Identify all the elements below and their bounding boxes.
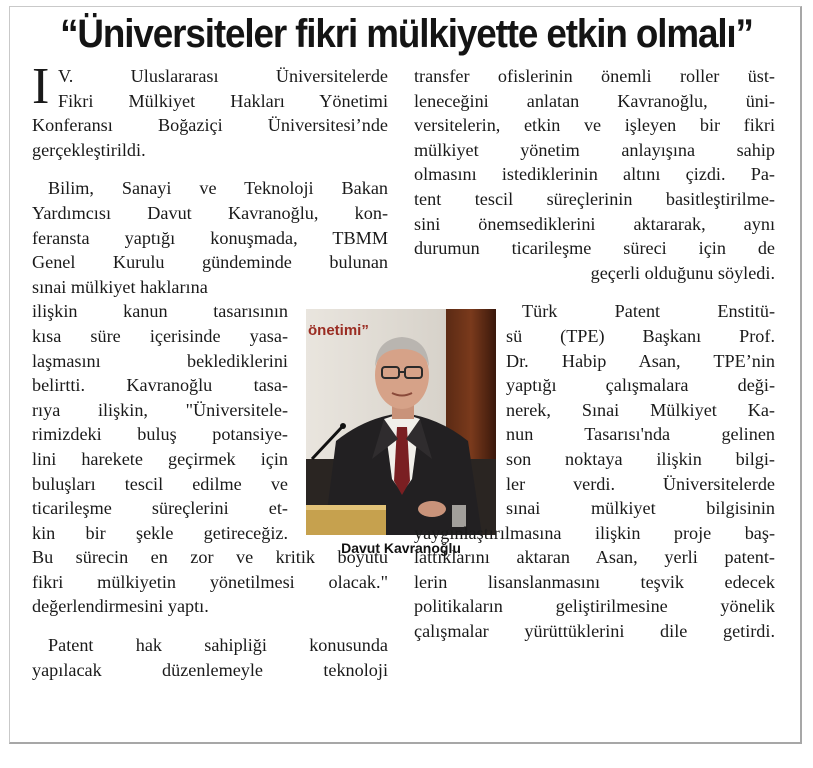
right-line: transfer ofislerinin önemli roller üst- bbox=[414, 66, 775, 86]
right-line: sü (TPE) Başkanı Prof. bbox=[506, 325, 775, 346]
left-line: yapılacak düzenlemeyle teknoloji bbox=[32, 659, 388, 680]
left-line: fikri mülkiyetin yönetilmesi olacak." bbox=[32, 571, 388, 592]
left-line: sınai mülkiyet haklarına bbox=[32, 276, 208, 297]
right-line: lerin lisanslanmasını teşvik edecek bbox=[414, 571, 775, 592]
left-line: gerçekleştirildi. bbox=[32, 139, 146, 160]
right-line: geçerli olduğunu söyledi. bbox=[590, 262, 775, 283]
right-spacer bbox=[414, 285, 775, 299]
right-line: sini önemsediklerini aktararak, aynı bbox=[414, 213, 775, 234]
right-line: ler verdi. Üniversitelerde bbox=[506, 473, 775, 494]
left-line: kısa süre içerisinde yasa- bbox=[32, 325, 288, 346]
right-line: olmasını istediklerinin altını çizdi. Pa- bbox=[414, 164, 775, 185]
left-line: Konferansı Boğaziçi Üniversitesi’nde bbox=[32, 115, 388, 136]
left-line: ilişkin kanun tasarısının bbox=[32, 301, 288, 322]
left-line: buluşları tescil edilme ve bbox=[32, 473, 288, 494]
backdrop-text: önetimi” bbox=[308, 322, 369, 339]
left-line: belirtti. Kavranoğlu tasa- bbox=[32, 375, 288, 396]
right-line: mülkiyet yönetim anlayışına sahip bbox=[414, 139, 775, 160]
left-line: Yardımcısı Davut Kavranoğlu, kon- bbox=[32, 202, 388, 223]
left-line: Fikri Mülkiyet Hakları Yönetimi bbox=[58, 90, 388, 111]
right-line: nun Tasarısı'nda gelinen bbox=[506, 424, 775, 445]
right-line: Türk Patent Enstitü- bbox=[522, 301, 775, 322]
right-line: yaptığı çalışmalara deği- bbox=[506, 375, 775, 396]
right-line: lattıklarını aktaran Asan, yerli patent- bbox=[414, 547, 775, 568]
left-line: kin bir şekle getireceğiz. bbox=[32, 522, 288, 543]
left-line: değerlendirmesini yaptı. bbox=[32, 596, 209, 617]
left-line: ticarileşme süreçlerini et- bbox=[32, 498, 288, 519]
left-line: rıya ilişkin, "Üniversitele- bbox=[32, 399, 288, 420]
left-line: rimizdeki buluş potansiye- bbox=[32, 424, 288, 445]
left-line: feransta yaptığı konuşmada, TBMM bbox=[32, 227, 388, 248]
right-line: yaygınlaştırılmasına ilişkin proje baş- bbox=[414, 522, 775, 543]
left-line: lini harekete geçirmek için bbox=[32, 448, 288, 469]
right-line: leneceğini anlatan Kavranoğlu, üni- bbox=[414, 90, 775, 111]
right-line: sınai mülkiyet bilgisinin bbox=[506, 498, 775, 519]
left-line: laşmasını beklediklerini bbox=[32, 350, 288, 371]
right-line: durumun ticarileşme süreci için de bbox=[414, 238, 775, 259]
right-line: versitelerin, etkin ve işleyen bir fikri bbox=[414, 115, 775, 136]
right-line: çalışmalar yürüttüklerini dile getirdi. bbox=[414, 621, 775, 642]
left-spacer bbox=[32, 162, 388, 176]
right-column bbox=[414, 64, 775, 644]
left-line: Bilim, Sanayi ve Teknoloji Bakan bbox=[48, 178, 388, 199]
right-line: politikaların geliştirilmesine yönelik bbox=[414, 596, 775, 617]
left-line: Genel Kurulu gündeminde bulunan bbox=[32, 252, 388, 273]
left-spacer bbox=[32, 619, 388, 633]
right-line: tent tescil süreçlerinin basitleştirilme- bbox=[414, 188, 775, 209]
left-line: Patent hak sahipliği konusunda bbox=[48, 635, 388, 656]
right-line: Dr. Habip Asan, TPE’nin bbox=[506, 350, 775, 371]
right-line: son noktaya ilişkin bilgi- bbox=[506, 448, 775, 469]
left-line: V. Uluslararası Üniversitelerde bbox=[58, 66, 388, 86]
drop-cap: I bbox=[32, 58, 50, 115]
left-line: Bu sürecin en zor ve kritik boyutu bbox=[32, 547, 388, 568]
photo-caption: Davut Kavranoğlu bbox=[341, 540, 461, 556]
right-line: nerek, Sınai Mülkiyet Ka- bbox=[506, 399, 775, 420]
headline: “Üniversiteler fikri mülkiyette etkin olmalı” bbox=[60, 12, 753, 56]
